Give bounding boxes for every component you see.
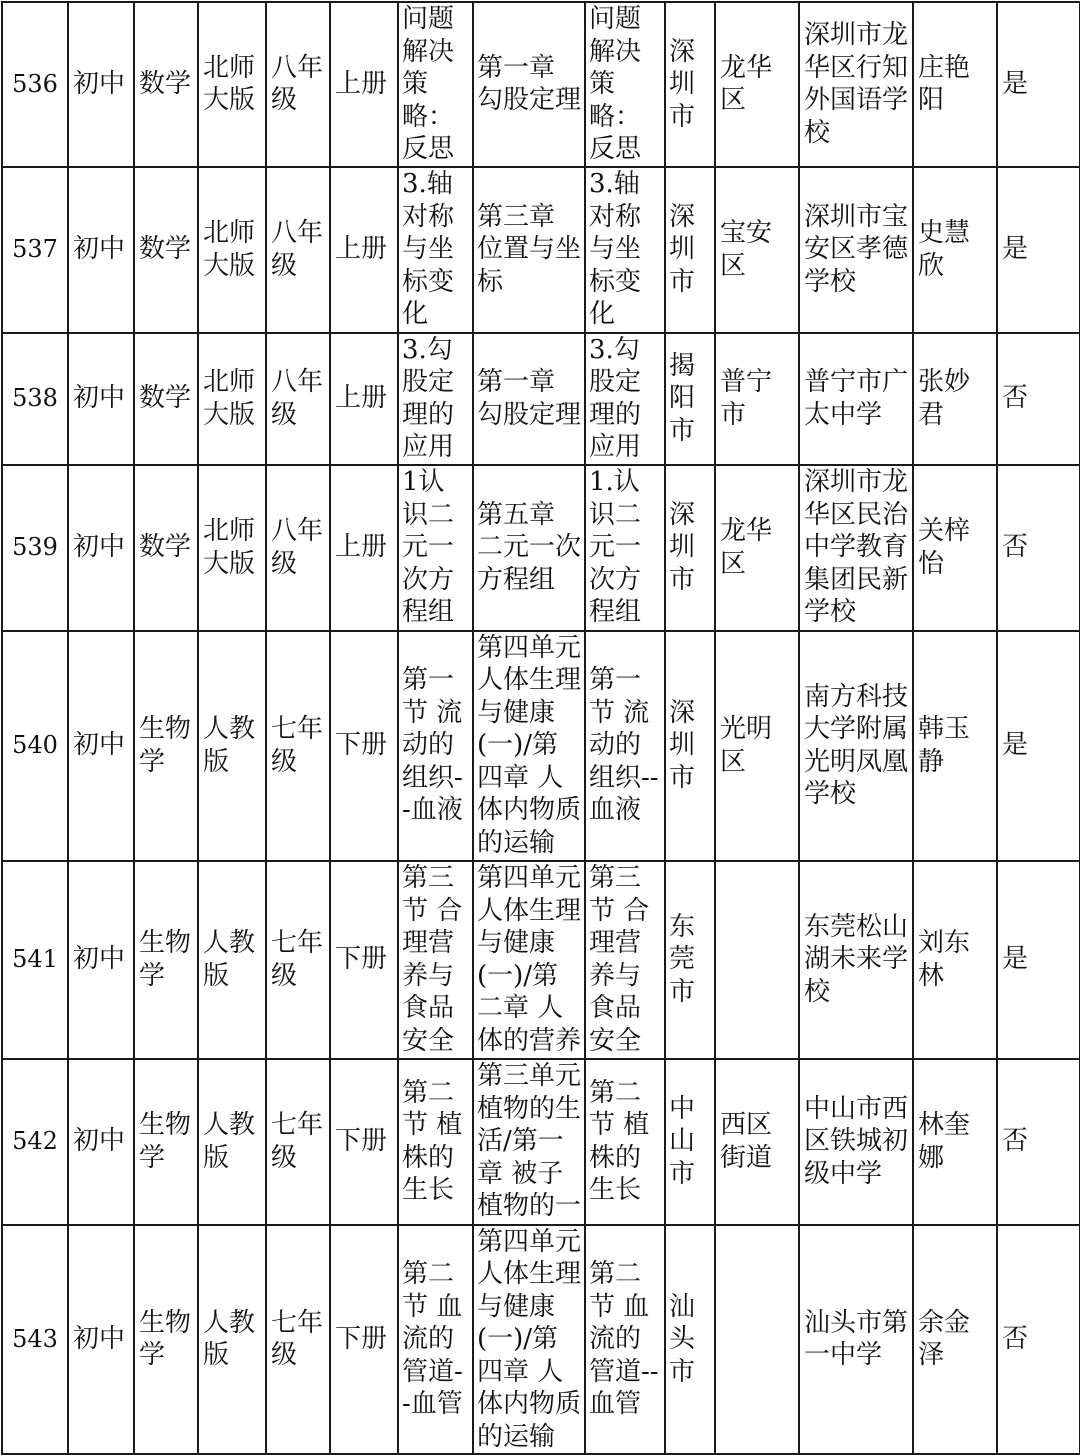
table-row [2, 1225, 1080, 1455]
textbook-edition: 北师大版 [198, 465, 266, 631]
subject: 数学 [134, 465, 198, 631]
textbook-edition: 人教版 [198, 1225, 266, 1455]
school-level: 初中 [68, 1059, 134, 1225]
grade: 七年级 [266, 1059, 330, 1225]
district: 龙华区 [715, 2, 799, 167]
topic: 问题解决策略：反思 [585, 2, 665, 167]
school-level: 初中 [68, 167, 134, 333]
row-number: 540 [2, 631, 68, 861]
grade: 八年级 [266, 2, 330, 167]
school-level: 初中 [68, 465, 134, 631]
grade: 七年级 [266, 1225, 330, 1455]
topic: 第二节 植株的生长 [585, 1059, 665, 1225]
row-number: 542 [2, 1059, 68, 1225]
lesson-title: 第一节 流动的组织--血液 [398, 631, 473, 861]
lesson-title: 3.轴对称与坐标变化 [398, 167, 473, 333]
row-number: 541 [2, 861, 68, 1059]
row-number: 538 [2, 333, 68, 465]
chapter: 第三章 位置与坐标 [473, 167, 585, 333]
volume: 上册 [330, 2, 398, 167]
table-row [2, 333, 1080, 465]
volume: 下册 [330, 1059, 398, 1225]
flag: 否 [997, 333, 1080, 465]
subject: 生物学 [134, 1225, 198, 1455]
textbook-edition: 北师大版 [198, 167, 266, 333]
grade: 八年级 [266, 167, 330, 333]
city: 深圳市 [665, 167, 715, 333]
district: 普宁市 [715, 333, 799, 465]
subject: 数学 [134, 167, 198, 333]
chapter: 第一章 勾股定理 [473, 333, 585, 465]
school-level: 初中 [68, 861, 134, 1059]
chapter: 第三单元 植物的生活/第一章 被子植物的一 [473, 1059, 585, 1225]
volume: 上册 [330, 167, 398, 333]
flag: 是 [997, 2, 1080, 167]
lesson-title: 第二节 血流的管道--血管 [398, 1225, 473, 1455]
flag: 否 [997, 1225, 1080, 1455]
teacher: 韩玉静 [913, 631, 997, 861]
lesson-title: 第三节 合理营养与食品安全 [398, 861, 473, 1059]
teacher: 史慧欣 [913, 167, 997, 333]
subject: 生物学 [134, 631, 198, 861]
district: 龙华区 [715, 465, 799, 631]
school: 深圳市龙华区行知外国语学校 [799, 2, 913, 167]
city: 深圳市 [665, 2, 715, 167]
volume: 下册 [330, 1225, 398, 1455]
volume: 下册 [330, 631, 398, 861]
table-row [2, 167, 1080, 333]
flag: 是 [997, 861, 1080, 1059]
district [715, 861, 799, 1059]
teacher: 关梓怡 [913, 465, 997, 631]
grade: 八年级 [266, 465, 330, 631]
grade: 八年级 [266, 333, 330, 465]
lesson-title: 问题解决策略：反思 [398, 2, 473, 167]
chapter: 第五章 二元一次方程组 [473, 465, 585, 631]
city: 中山市 [665, 1059, 715, 1225]
lesson-title: 1认识二元一次方程组 [398, 465, 473, 631]
table-row [2, 2, 1080, 167]
lesson-title: 3.勾股定理的应用 [398, 333, 473, 465]
district: 光明区 [715, 631, 799, 861]
textbook-edition: 人教版 [198, 631, 266, 861]
grade: 七年级 [266, 861, 330, 1059]
topic: 3.轴对称与坐标变化 [585, 167, 665, 333]
subject: 数学 [134, 333, 198, 465]
table-row [2, 631, 1080, 861]
teacher: 张妙君 [913, 333, 997, 465]
row-number: 543 [2, 1225, 68, 1455]
school-level: 初中 [68, 2, 134, 167]
topic: 第一节 流动的组织--血液 [585, 631, 665, 861]
city: 东莞市 [665, 861, 715, 1059]
topic: 第三节 合理营养与食品安全 [585, 861, 665, 1059]
chapter: 第四单元 人体生理与健康(一)/第四章 人体内物质的运输 [473, 1225, 585, 1455]
award-list-table [1, 1, 1080, 1455]
school: 普宁市广太中学 [799, 333, 913, 465]
textbook-edition: 人教版 [198, 861, 266, 1059]
chapter: 第一章 勾股定理 [473, 2, 585, 167]
chapter: 第四单元 人体生理与健康(一)/第四章 人体内物质的运输 [473, 631, 585, 861]
teacher: 庄艳阳 [913, 2, 997, 167]
table-row [2, 861, 1080, 1059]
flag: 否 [997, 1059, 1080, 1225]
district [715, 1225, 799, 1455]
district: 宝安区 [715, 167, 799, 333]
chapter: 第四单元 人体生理与健康(一)/第二章 人体的营养 [473, 861, 585, 1059]
textbook-edition: 人教版 [198, 1059, 266, 1225]
topic: 第二节 血流的管道--血管 [585, 1225, 665, 1455]
school: 汕头市第一中学 [799, 1225, 913, 1455]
flag: 是 [997, 631, 1080, 861]
volume: 下册 [330, 861, 398, 1059]
row-number: 536 [2, 2, 68, 167]
teacher: 余金泽 [913, 1225, 997, 1455]
school: 深圳市宝安区孝德学校 [799, 167, 913, 333]
school-level: 初中 [68, 333, 134, 465]
topic: 1.认识二元一次方程组 [585, 465, 665, 631]
teacher: 林奎娜 [913, 1059, 997, 1225]
subject: 数学 [134, 2, 198, 167]
district: 西区街道 [715, 1059, 799, 1225]
city: 深圳市 [665, 465, 715, 631]
flag: 否 [997, 465, 1080, 631]
grade: 七年级 [266, 631, 330, 861]
textbook-edition: 北师大版 [198, 2, 266, 167]
school-level: 初中 [68, 631, 134, 861]
subject: 生物学 [134, 861, 198, 1059]
volume: 上册 [330, 333, 398, 465]
school: 中山市西区铁城初级中学 [799, 1059, 913, 1225]
textbook-edition: 北师大版 [198, 333, 266, 465]
lesson-title: 第二节 植株的生长 [398, 1059, 473, 1225]
city: 汕头市 [665, 1225, 715, 1455]
teacher: 刘东林 [913, 861, 997, 1059]
subject: 生物学 [134, 1059, 198, 1225]
table-row [2, 1059, 1080, 1225]
topic: 3.勾股定理的应用 [585, 333, 665, 465]
school: 深圳市龙华区民治中学教育集团民新学校 [799, 465, 913, 631]
row-number: 539 [2, 465, 68, 631]
school: 东莞松山湖未来学校 [799, 861, 913, 1059]
city: 深圳市 [665, 631, 715, 861]
school: 南方科技大学附属光明凤凰学校 [799, 631, 913, 861]
volume: 上册 [330, 465, 398, 631]
flag: 是 [997, 167, 1080, 333]
row-number: 537 [2, 167, 68, 333]
school-level: 初中 [68, 1225, 134, 1455]
city: 揭阳市 [665, 333, 715, 465]
table-row [2, 465, 1080, 631]
